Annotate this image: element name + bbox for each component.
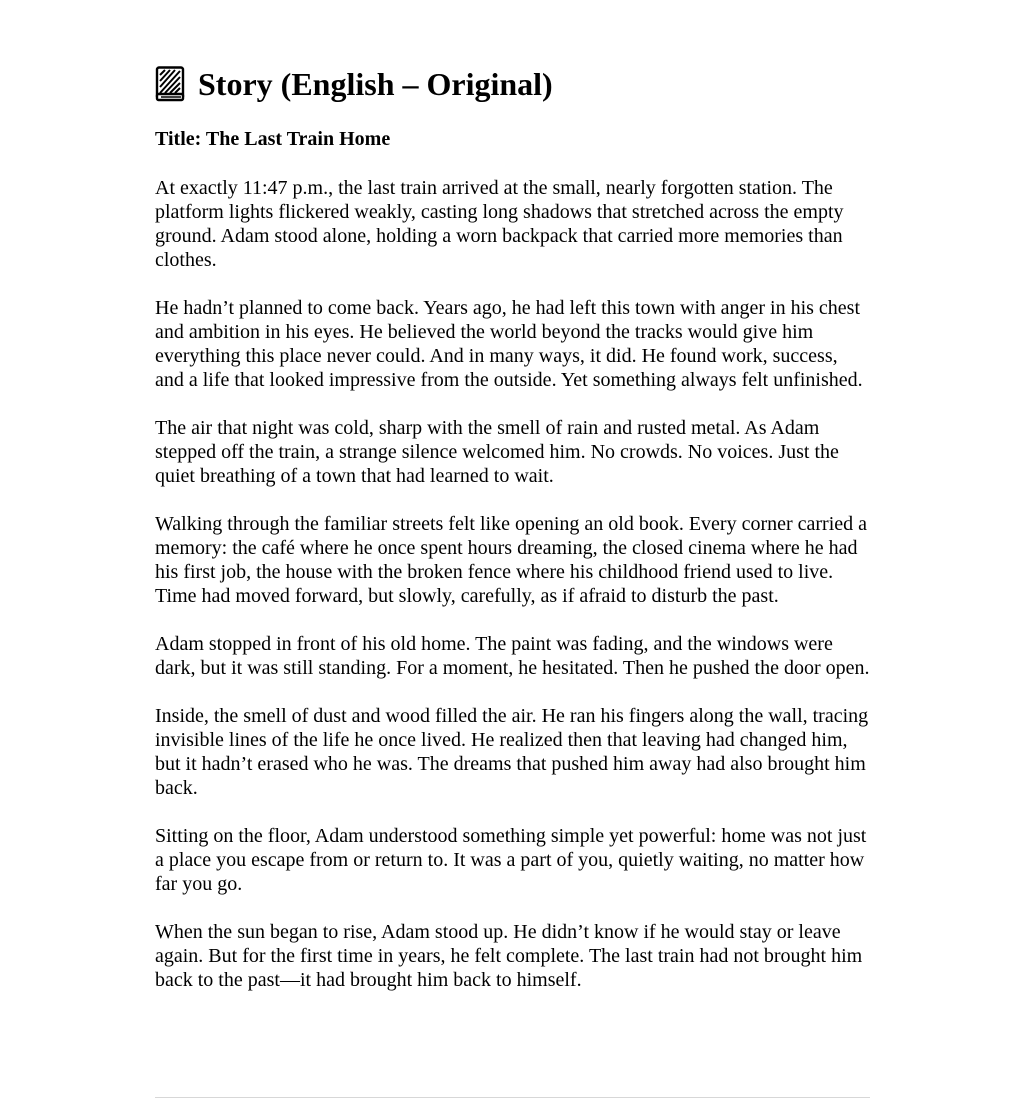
story-paragraph-4: Walking through the familiar streets felt like opening an old book. Every corner carried a memory: the café where he once spent hours dreaming, the closed cinema where he had his first job, the house with the broken fence where his childhood friend used to live. Time had moved forward, but slowly, carefully, as if afraid to disturb the past. <box>155 513 868 607</box>
story-paragraph-5: Adam stopped in front of his old home. The paint was fading, and the windows were dark, but it was still standing. For a moment, he hesitated. Then he pushed the door open. <box>155 633 870 679</box>
page-title: Story (English – Original) <box>198 66 553 102</box>
story-paragraph-3: The air that night was cold, sharp with the smell of rain and rusted metal. As Adam stepped off the train, a strange silence welcomed him. No crowds. No voices. Just the quiet breathing of a town that had learned to wait. <box>155 417 839 487</box>
document-page <box>155 62 870 1016</box>
story-paragraph-8: When the sun began to rise, Adam stood up. He didn’t know if he would stay or leave again. But for the first time in years, he felt complete. The last train had not brought him back to the past—it had brought him back to himself. <box>155 921 863 991</box>
story-paragraph-6: Inside, the smell of dust and wood filled the air. He ran his fingers along the wall, tracing invisible lines of the life he once lived. He realized then that leaving had changed him, but it hadn’t erased who he was. The dreams that pushed him away had also brought him back. <box>155 705 869 799</box>
story-paragraph-7: Sitting on the floor, Adam understood something simple yet powerful: home was not just a place you escape from or return to. It was a part of you, quietly waiting, no matter how far you go. <box>155 825 867 895</box>
story-title: Title: The Last Train Home <box>155 128 391 150</box>
bottom-divider <box>155 1097 870 1098</box>
story-paragraph-1: At exactly 11:47 p.m., the last train arrived at the small, nearly forgotten station. The platform lights flickered weakly, casting long shadows that stretched across the empty ground. Adam stood alone, holding a worn backpack that carried more memories than clothes. <box>155 177 844 271</box>
book-icon <box>155 66 186 102</box>
document-heading <box>155 62 870 106</box>
story-paragraph-2: He hadn’t planned to come back. Years ago, he had left this town with anger in his chest and ambition in his eyes. He believed the world beyond the tracks would give him everything this place never could. And in many ways, it did. He found work, success, and a life that looked impressive from the outside. Yet something always felt unfinished. <box>155 297 863 391</box>
